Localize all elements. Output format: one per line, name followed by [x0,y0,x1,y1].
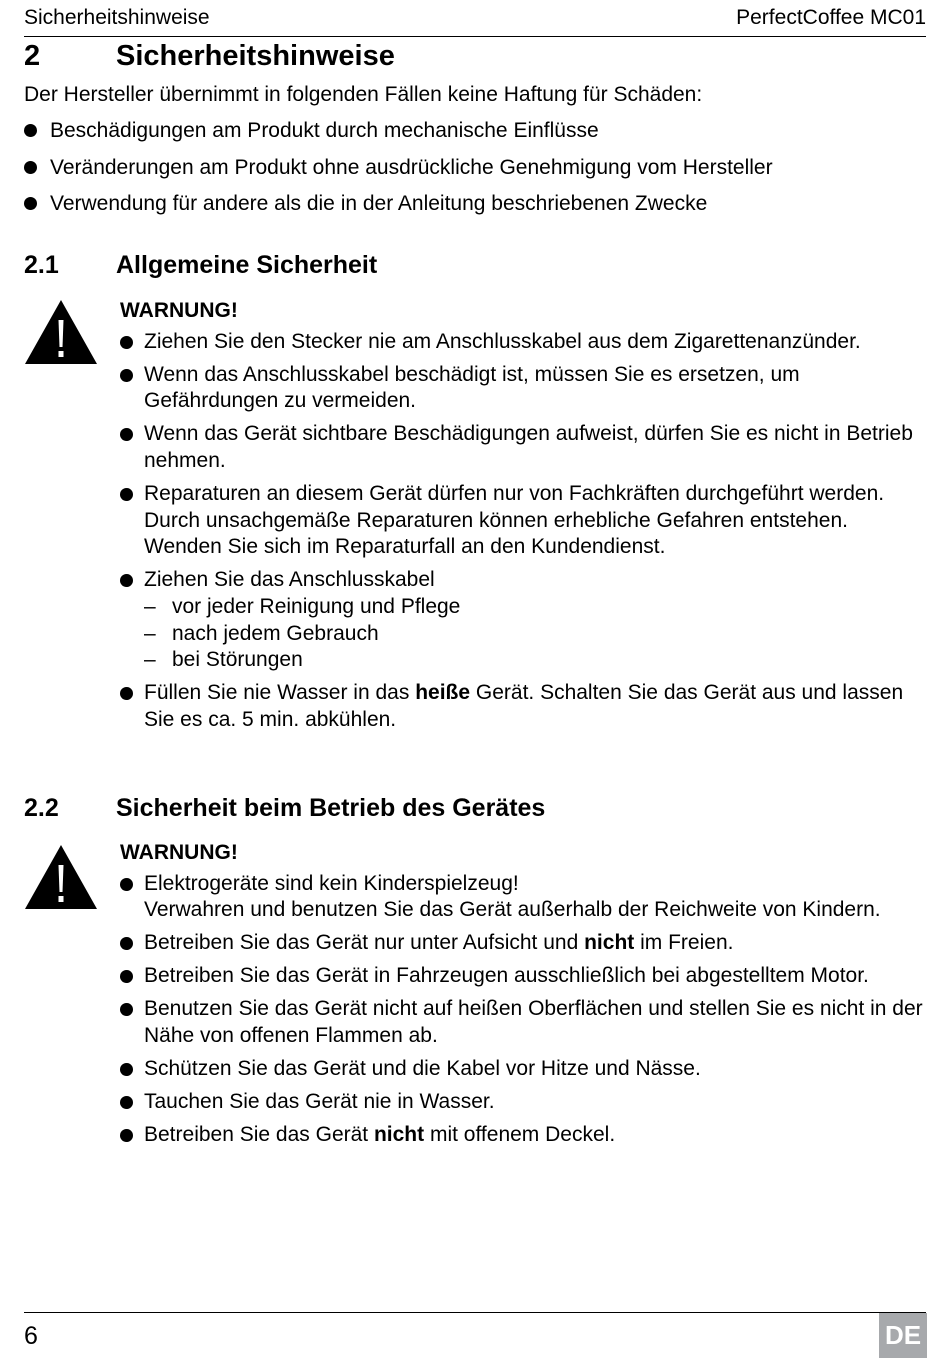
page-header [24,6,926,37]
chapter-number: 2 [24,40,41,72]
list-item: Wenn das Gerät sichtbare Beschädigungen aufweist, dürfen Sie es nicht in Betrieb nehmen. [120,421,930,474]
sub-list-item: – nach jedem Gebrauch [144,621,379,645]
section-number: 2.2 [24,794,59,822]
bullet-icon [24,197,37,210]
list-item: Betreiben Sie das Gerät nicht mit offenem Deckel. [120,1122,930,1149]
bullet-icon [120,1096,133,1109]
list-item: Schützen Sie das Gerät und die Kabel vor Hitze und Nässe. [120,1056,930,1083]
language-badge: DE [879,1313,927,1358]
liability-list [24,116,773,226]
bullet-icon [120,970,133,983]
list-item: Verwendung für andere als die in der Anleitung beschriebenen Zwecke [24,189,773,226]
bullet-icon [24,124,37,137]
bullet-icon [120,1003,133,1016]
section-title: Sicherheit beim Betrieb des Gerätes [116,794,546,822]
warning-list [120,329,930,734]
page-number: 6 [24,1322,38,1350]
bullet-icon [120,336,133,349]
bullet-icon [120,937,133,950]
sub-list-item: – vor jeder Reinigung und Pflege [144,594,461,618]
warning-triangle-icon [23,298,99,366]
header-section-title: Sicherheitshinweise [24,6,210,29]
bullet-icon [24,161,37,174]
list-item: Betreiben Sie das Gerät in Fahrzeugen ausschließlich bei abgestelltem Motor. [120,963,930,990]
bullet-icon [120,369,133,382]
list-item: Tauchen Sie das Gerät nie in Wasser. [120,1089,930,1116]
list-item: Benutzen Sie das Gerät nicht auf heißen Oberflächen und stellen Sie es nicht in der Nähe von offenen Flammen ab. [120,996,930,1049]
warning-triangle-icon [23,843,99,911]
warning-label: WARNUNG! [120,299,238,322]
intro-text: Der Hersteller übernimmt in folgenden Fällen keine Haftung für Schäden: [24,83,703,106]
sub-list-item: – bei Störungen [144,648,303,672]
bullet-icon [120,1063,133,1076]
section-number: 2.1 [24,251,59,279]
bullet-icon [120,488,133,501]
list-item: Reparaturen an diesem Gerät dürfen nur von Fachkräften durchgeführt werden. Durch unsachgemäße Reparaturen können erhebliche Gefahren entstehen. Wenden Sie sich im Reparaturfall an den Kundendienst. [120,481,930,561]
list-item: Betreiben Sie das Gerät nur unter Aufsicht und nicht im Freien. [120,930,930,957]
list-item: Beschädigungen am Produkt durch mechanische Einflüsse [24,116,773,153]
bullet-icon [120,1129,133,1142]
warning-list [120,871,930,1149]
bullet-icon [120,687,133,700]
list-item: Ziehen Sie das Anschlusskabel – vor jeder Reinigung und Pflege – nach jedem Gebrauch – bei Störungen [120,567,930,673]
bullet-icon [120,574,133,587]
list-item: Füllen Sie nie Wasser in das heiße Gerät. Schalten Sie das Gerät aus und lassen Sie es ca. 5 min. abkühlen. [120,680,930,733]
section-title: Allgemeine Sicherheit [116,251,378,279]
warning-block-2-1 [120,298,930,740]
list-item: Ziehen Sie den Stecker nie am Anschlusskabel aus dem Zigarettenanzünder. [120,329,930,356]
list-item: Wenn das Anschlusskabel beschädigt ist, müssen Sie es ersetzen, um Gefährdungen zu vermeiden. [120,362,930,415]
bullet-icon [120,428,133,441]
warning-block-2-2 [120,840,930,1155]
list-item: Elektrogeräte sind kein Kinderspielzeug! Verwahren und benutzen Sie das Gerät außerhalb der Reichweite von Kindern. [120,871,930,924]
warning-label: WARNUNG! [120,841,238,864]
chapter-title: Sicherheitshinweise [116,40,395,72]
bullet-icon [120,878,133,891]
header-product-name: PerfectCoffee MC01 [736,6,926,29]
list-item: Veränderungen am Produkt ohne ausdrückliche Genehmigung vom Hersteller [24,153,773,190]
footer-divider [24,1312,926,1313]
